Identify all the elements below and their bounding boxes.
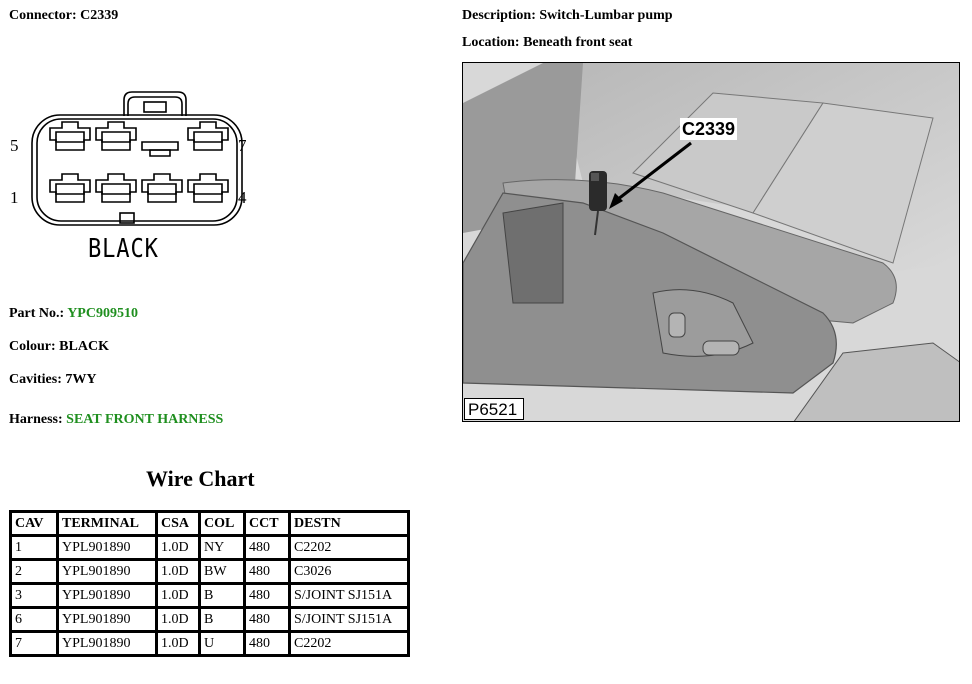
cell-cav: 7 [11,632,58,656]
description-field [462,8,673,24]
pin-label-top-right: 7 [238,136,247,155]
cell-csa: 1.0D [157,584,200,608]
harness-field [9,412,223,428]
cell-destn: C2202 [290,536,409,560]
cell-col: B [200,584,245,608]
colour-value: BLACK [59,339,109,354]
description-value: Switch-Lumbar pump [539,8,673,23]
connector-value: C2339 [80,8,119,23]
cell-terminal: YPL901890 [58,584,157,608]
cell-col: BW [200,560,245,584]
cell-col: U [200,632,245,656]
location-field [462,35,632,51]
cell-cct: 480 [245,584,290,608]
wire-chart-title: Wire Chart [146,466,255,491]
wire-chart-table [9,510,410,657]
table-row [11,632,409,656]
cell-cct: 480 [245,632,290,656]
cavities-label: Cavities: [9,372,62,387]
part-no-field [9,306,138,322]
location-label: Location: [462,35,520,50]
cell-cav: 2 [11,560,58,584]
seat-illustration [463,63,960,422]
cell-cct: 480 [245,536,290,560]
connector-colour-caption: BLACK [88,234,159,264]
cell-cct: 480 [245,560,290,584]
cavities-value: 7WY [65,372,97,387]
pin-label-bottom-right: 4 [238,188,247,207]
header-cav: CAV [11,512,58,536]
pin-label-top-left: 5 [10,136,19,155]
table-row [11,560,409,584]
pin-label-bottom-left: 1 [10,188,19,207]
part-no-value[interactable]: YPC909510 [67,306,138,321]
part-no-label: Part No.: [9,306,65,321]
table-row [11,584,409,608]
connector-label: Connector: [9,8,77,23]
photo-reference-label: P6521 [464,398,524,420]
header-terminal: TERMINAL [58,512,157,536]
cell-cct: 480 [245,608,290,632]
cell-cav: 6 [11,608,58,632]
harness-label: Harness: [9,412,63,427]
header-cct: CCT [245,512,290,536]
location-value: Beneath front seat [523,35,633,50]
connector-face-outline [6,88,256,238]
location-photo [462,62,960,422]
cell-csa: 1.0D [157,632,200,656]
cell-terminal: YPL901890 [58,560,157,584]
harness-value[interactable]: SEAT FRONT HARNESS [66,412,224,427]
cell-csa: 1.0D [157,536,200,560]
cell-col: B [200,608,245,632]
cell-cav: 3 [11,584,58,608]
description-label: Description: [462,8,536,23]
header-csa: CSA [157,512,200,536]
header-col: COL [200,512,245,536]
cell-cav: 1 [11,536,58,560]
connector-face-diagram [6,88,256,278]
photo-callout-label: C2339 [682,119,736,139]
table-header-row [11,512,409,536]
cell-col: NY [200,536,245,560]
colour-field [9,339,109,355]
cell-destn: S/JOINT SJ151A [290,608,409,632]
table-row [11,608,409,632]
cell-destn: C2202 [290,632,409,656]
connector-field [9,8,118,24]
table-row [11,536,409,560]
cell-destn: S/JOINT SJ151A [290,584,409,608]
cell-terminal: YPL901890 [58,608,157,632]
cavities-field [9,372,97,388]
header-destn: DESTN [290,512,409,536]
cell-destn: C3026 [290,560,409,584]
cell-terminal: YPL901890 [58,536,157,560]
cell-terminal: YPL901890 [58,632,157,656]
cell-csa: 1.0D [157,608,200,632]
cell-csa: 1.0D [157,560,200,584]
colour-label: Colour: [9,339,56,354]
